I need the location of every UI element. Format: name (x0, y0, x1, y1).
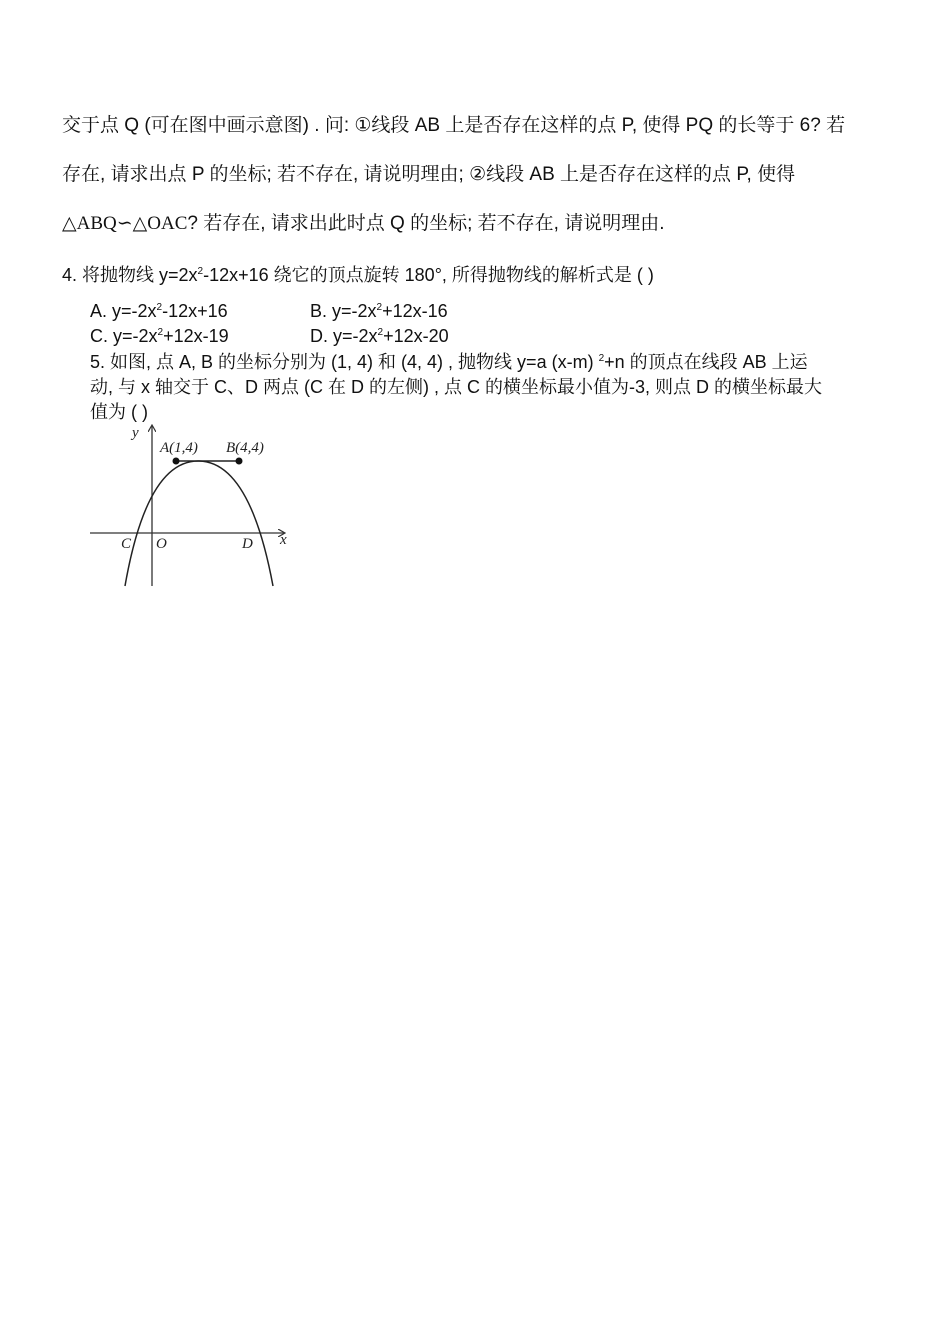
q4-option-a-exponent: 2 (156, 302, 163, 313)
q4-option-a-pre: A. y=-2x (90, 301, 157, 321)
point-c-label: C (121, 536, 132, 552)
q4-option-a-post: -12x+16 (162, 301, 228, 321)
q4-stem-pre: 4. 将抛物线 y=2x (62, 265, 198, 285)
q5-line-1-pre: 5. 如图, 点 A, B 的坐标分别为 (1, 4) 和 (4, 4) , 抛物线 y=a (x-m) (90, 352, 599, 372)
q3-similar-triangles: △ABQ∽△OAC (62, 213, 188, 234)
q5-text-line-3: 值为 ( ) (90, 402, 148, 422)
q4-option-c (90, 325, 229, 347)
q4-option-c-exponent: 2 (157, 327, 164, 338)
q4-option-b-exponent: 2 (376, 302, 383, 313)
q4-option-c-post: +12x-19 (163, 326, 229, 346)
parabola-curve (125, 461, 273, 586)
q5-text-line-1 (90, 350, 808, 374)
q5-line-1-post: +n 的顶点在线段 AB 上运 (604, 352, 808, 372)
x-axis-label: x (280, 532, 287, 548)
point-b-label: B(4,4) (226, 440, 264, 456)
q4-option-b-post: +12x-16 (382, 301, 448, 321)
q3-text-line-3-rest: ? 若存在, 请求出此时点 Q 的坐标; 若不存在, 请说明理由. (187, 213, 665, 234)
point-a (173, 458, 180, 465)
q4-option-d-pre: D. y=-2x (310, 326, 378, 346)
q4-option-b (310, 300, 448, 322)
q3-text-line-1: 交于点 Q (可在图中画示意图) . 问: ①线段 AB 上是否存在这样的点 P, 使得 PQ 的长等于 6? 若 (62, 115, 846, 136)
q4-stem-exponent: 2 (197, 266, 204, 277)
q4-option-a (90, 300, 228, 322)
q4-option-c-pre: C. y=-2x (90, 326, 158, 346)
q4-stem (62, 263, 654, 287)
origin-label: O (156, 536, 167, 552)
q5-text-line-2: 动, 与 x 轴交于 C、D 两点 (C 在 D 的左侧) , 点 C 的横坐标最小值为-3, 则点 D 的横坐标最大 (90, 377, 823, 397)
parabola-figure (88, 420, 308, 590)
point-b (236, 458, 243, 465)
q5-line-1-exponent: 2 (598, 353, 605, 364)
q3-text-line-3 (62, 212, 665, 236)
y-axis-label: y (132, 425, 139, 441)
q4-option-d-exponent: 2 (377, 327, 384, 338)
point-a-label: A(1,4) (160, 440, 198, 456)
q3-text-line-2: 存在, 请求出点 P 的坐标; 若不存在, 请说明理由; ②线段 AB 上是否存在这样的点 P, 使得 (62, 164, 796, 185)
q4-option-b-pre: B. y=-2x (310, 301, 377, 321)
q4-stem-post: -12x+16 绕它的顶点旋转 180°, 所得抛物线的解析式是 ( ) (203, 265, 654, 285)
point-d-label: D (242, 536, 253, 552)
q4-option-d (310, 325, 449, 347)
q4-option-d-post: +12x-20 (383, 326, 449, 346)
